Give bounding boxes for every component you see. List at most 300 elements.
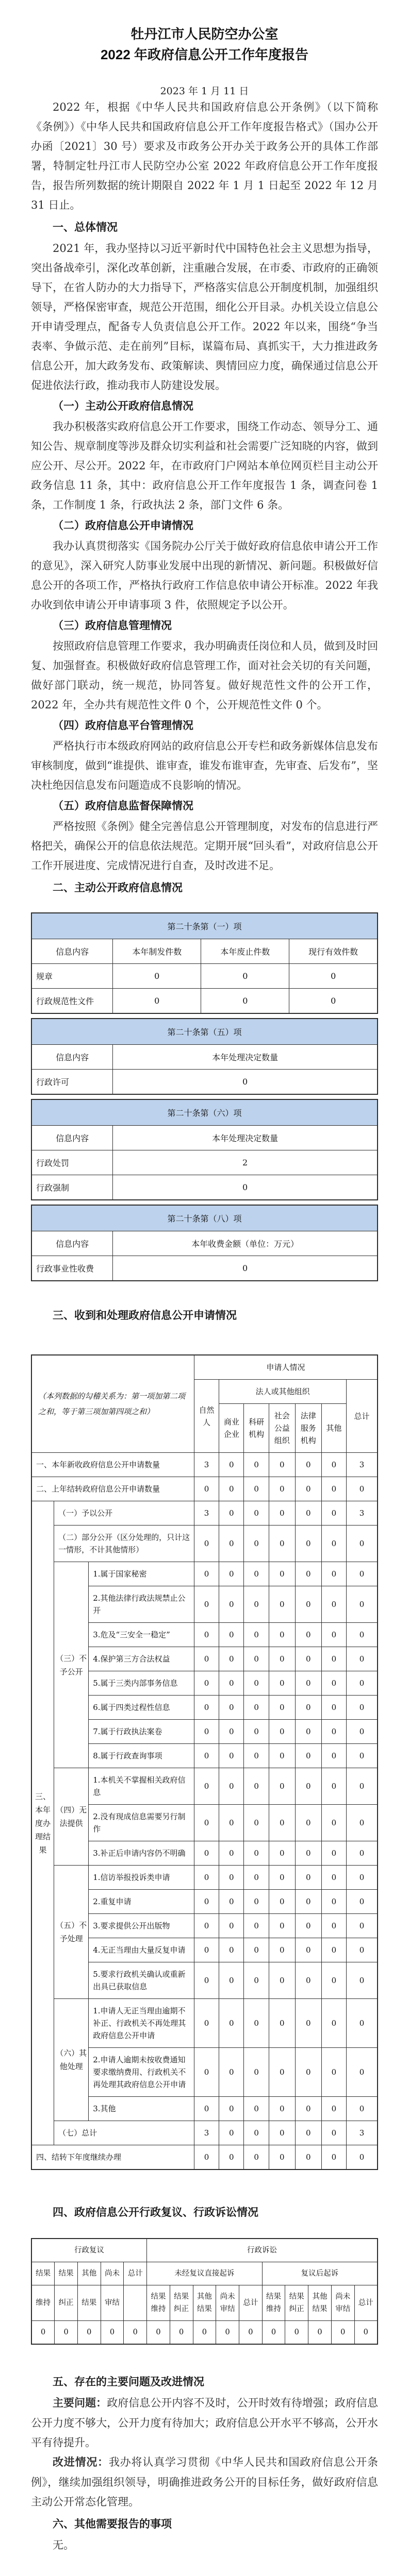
table-cell: 0 [347,1914,378,1938]
table-cell: 0 [219,1526,244,1562]
table-cell: 0 [244,1623,269,1647]
table-cell: 0 [201,964,289,989]
table-cell: 第二十条第（一）项 [31,913,378,939]
section-5-heading: 五、存在的主要问题及改进情况 [53,2376,204,2388]
table-cell: 社会公益组织 [269,1404,295,1453]
table-cell: 0 [295,1890,321,1914]
table-cell: 0 [347,1841,378,1866]
table-cell: 0 [269,1768,295,1805]
table-cell: （六）其他处理 [54,1999,89,2121]
table-cell: 0 [113,1175,378,1200]
table-cell: 其他 [77,2262,101,2285]
table-cell: 商业企业 [219,1404,244,1453]
table-cell: 0 [219,1477,244,1501]
table-cell: 3 [347,1501,378,1526]
table-cell: 0 [244,1562,269,1586]
table-row [31,1526,378,1562]
table-row [31,1205,378,1231]
table-cell: 0 [244,1890,269,1914]
table-row [31,2239,378,2262]
subsection-1-2-heading: （二）政府信息公开申请情况 [53,519,193,532]
table-cell: 0 [331,2321,354,2345]
table-cell: 0 [321,1999,346,2048]
table-cell: 0 [321,1841,346,1866]
table-cell: 结果纠正 [170,2285,193,2321]
table-cell: 0 [321,1453,346,1477]
table-cell: 0 [194,1720,219,1744]
table-cell: （本列数据的勾稽关系为：第一项加第二项之和，等于第三项加第四项之和） [31,1355,194,1453]
table-cell: 本年制发件数 [113,939,201,964]
table-cell: 0 [295,2097,321,2121]
table-cell: 0 [295,1866,321,1890]
table-requests-handling [31,1354,378,2170]
table-row [31,1231,378,1256]
table-cell: 0 [194,1586,219,1623]
table-cell: 0 [285,2321,308,2345]
table-cell: 2.没有现成信息需要另行制作 [89,1805,194,1841]
table-cell: 0 [321,1477,346,1501]
table-cell: 复议后起诉 [262,2262,378,2285]
table-cell: 0 [321,1768,346,1805]
table-cell: 0 [269,2097,295,2121]
table-cell: 结果维持 [262,2285,285,2321]
table-cell: 0 [295,2121,321,2145]
table-row [31,1099,378,1126]
table-cell: 0 [194,1890,219,1914]
document-title-line2: 2022 年政府信息公开工作年度报告 [100,47,309,62]
table-cell: 0 [269,2121,295,2145]
table-cell: 二、上年结转政府信息公开申请数量 [31,1477,194,1501]
table-cell: 0 [113,1256,378,1281]
table-cell: 0 [269,1526,295,1562]
table-cell: 0 [194,1914,219,1938]
table-article20-item6 [31,1099,378,1200]
table-cell: 总计 [239,2285,262,2321]
proactive-disclosure-tables [31,912,378,1281]
table-cell: 2 [113,1150,378,1175]
table-cell: 总计 [347,1380,378,1453]
table-cell: 0 [321,1720,346,1744]
table-cell: 0 [321,1586,346,1623]
table-cell: 0 [219,1962,244,1999]
table-cell: 0 [321,1671,346,1696]
table-cell: 0 [194,1938,219,1962]
table-cell: 0 [269,1841,295,1866]
table-cell: 1.申请人无正当理由逾期不补正、行政机关不再处理其政府信息公开申请 [89,1999,194,2048]
table-cell: 0 [219,1768,244,1805]
table-cell: 纠正 [55,2285,78,2321]
table-cell: 0 [295,1744,321,1768]
table-cell: 0 [295,1586,321,1623]
main-issues-label: 主要问题： [53,2397,107,2409]
table-cell: 0 [219,1805,244,1841]
table-cell: 0 [219,1623,244,1647]
table-cell: 0 [113,964,201,989]
table-cell: 0 [219,1890,244,1914]
table-cell: 0 [244,1938,269,1962]
table-cell: 结果维持 [147,2285,170,2321]
table-cell: 0 [262,2321,285,2345]
document-title-line1: 牡丹江市人民防空办公室 [130,26,279,42]
table-cell: 0 [219,1744,244,1768]
table-row [31,964,378,989]
table-cell: 四、结转下年度继续办理 [31,2145,194,2170]
table-cell: （三）不予公开 [54,1562,89,1768]
section-5-improvements [31,2452,378,2512]
table-cell: 0 [194,1805,219,1841]
table-cell: 信息内容 [31,1231,113,1256]
table-cell: 0 [269,1744,295,1768]
table-cell: 0 [194,2145,219,2170]
table-row [31,913,378,939]
table-gap [31,1095,378,1099]
table-cell: 0 [219,1453,244,1477]
table-cell: 0 [194,1768,219,1805]
table-cell: 信息内容 [31,1126,113,1150]
table-cell: 0 [321,1890,346,1914]
table-cell: 0 [244,1720,269,1744]
table-cell: 0 [269,1501,295,1526]
table-cell: 行政复议 [31,2239,147,2262]
table-cell: 尚未 [101,2262,124,2285]
section-4-heading: 四、政府信息公开行政复议、行政诉讼情况 [53,2207,258,2218]
table-cell: 0 [113,989,201,1014]
table-cell: 0 [244,1696,269,1720]
table-cell: 0 [244,1744,269,1768]
table-gap [31,1200,378,1205]
table-cell: 0 [219,2048,244,2097]
table-cell: 0 [194,1647,219,1671]
table-cell: 0 [295,1526,321,1562]
table-cell: 0 [289,989,378,1014]
table-cell: 0 [219,1841,244,1866]
table-cell: 行政事业性收费 [31,1256,113,1281]
table-cell: 1.属于国家秘密 [89,1562,194,1586]
table-cell: 0 [55,2321,78,2345]
table-row [31,1453,378,1477]
table-cell: 3.要求提供公开出版物 [89,1914,194,1938]
table-cell: 0 [193,2321,216,2345]
table-cell: 0 [219,1562,244,1586]
table-row [31,1768,378,1805]
table-cell: 0 [244,1647,269,1671]
table-cell: 0 [269,1562,295,1586]
table-cell: 信息内容 [31,939,113,964]
table-cell: 0 [321,1938,346,1962]
table-cell: 0 [308,2321,332,2345]
table-cell: 0 [219,1720,244,1744]
table-cell: 0 [321,1805,346,1841]
table-cell: 0 [347,1938,378,1962]
table-cell: 0 [347,1768,378,1805]
table-cell: 0 [269,1623,295,1647]
table-cell: （七）总计 [54,2121,194,2145]
table-cell: （四）无法提供 [54,1768,89,1866]
table-cell: 0 [124,2321,147,2345]
table-cell: 结果纠正 [285,2285,308,2321]
table-cell: 0 [347,1866,378,1890]
table-cell: 信息内容 [31,1045,113,1070]
table-row [31,1175,378,1200]
table-cell: 0 [170,2321,193,2345]
table-cell: 0 [219,1647,244,1671]
table-cell: 0 [244,1586,269,1623]
table-cell: 结果 [55,2262,78,2285]
table-cell: 0 [194,2048,219,2097]
table-cell: 0 [194,1526,219,1562]
table-cell: 法律服务机构 [295,1404,321,1453]
table-row [31,1256,378,1281]
table-cell: 0 [269,1805,295,1841]
table-cell: 2.重复申请 [89,1890,194,1914]
document-date: 2023 年 1 月 11 日 [160,86,249,97]
table-cell: 0 [101,2321,124,2345]
table-cell: 0 [244,1914,269,1938]
main-issues-text: 政府信息公开内容不及时，公开时效有待增强；政府信息公开力度不够大，公开力度有待加大；政府信息公开水平不够高，公开水平有待提升。 [31,2397,379,2449]
table-cell: 科研机构 [244,1404,269,1453]
table-cell: 其他结果 [193,2285,216,2321]
table-cell: 尚未审结 [331,2285,354,2321]
subsection-1-4-heading: （四）政府信息平台管理情况 [53,719,193,732]
table-cell [124,2285,147,2321]
table-cell: 4.保护第三方合法权益 [89,1647,194,1671]
table-cell: 0 [347,1647,378,1671]
table-cell: 0 [269,2145,295,2170]
table-row [31,989,378,1014]
table-cell: 0 [295,1914,321,1938]
table-cell: 0 [194,1477,219,1501]
table-cell: 0 [347,1671,378,1696]
table-cell: 0 [295,1841,321,1866]
table-cell: 0 [295,1696,321,1720]
table-cell: 第二十条第（六）项 [31,1099,378,1126]
table-cell: 0 [219,1501,244,1526]
table-cell: 结果 [77,2285,101,2321]
table-cell: 0 [295,1501,321,1526]
table-row [31,1562,378,1586]
table-cell: 0 [244,2145,269,2170]
table-cell: 0 [244,1805,269,1841]
table-cell: 0 [347,1962,378,1999]
table-cell: 0 [219,1938,244,1962]
table-cell: 0 [295,1999,321,2048]
table-cell: 0 [269,1938,295,1962]
table-row [31,1866,378,1890]
table-cell: 0 [219,1914,244,1938]
table-cell: 2.申请人逾期未按收费通知要求缴纳费用、行政机关不再处理其政府信息公开申请 [89,2048,194,2097]
table-cell: 0 [244,1501,269,1526]
table-cell: 0 [295,1720,321,1744]
table-row [31,2262,378,2285]
table-cell: 0 [321,1866,346,1890]
table-cell: 0 [194,1866,219,1890]
table-cell: 0 [31,2321,55,2345]
table-cell: 0 [269,1866,295,1890]
table-cell: 其他结果 [308,2285,332,2321]
table-cell: 本年处理决定数量 [113,1045,378,1070]
table-cell: 0 [321,1526,346,1562]
table-cell: （五）不予处理 [54,1866,89,1999]
table-cell: 0 [321,1501,346,1526]
table-cell: 3.其他 [89,2097,194,2121]
table-cell: 行政处罚 [31,1150,113,1175]
table-row [31,1045,378,1070]
subsection-1-1-heading: （一）主动公开政府信息情况 [53,399,193,412]
table-cell: 0 [269,1962,295,1999]
table-cell: （二）部分公开（区分处理的，只计这一情形，不计其他情形） [54,1526,194,1562]
table-cell: 3 [347,1453,378,1477]
table-row [31,1126,378,1150]
table-cell: 行政许可 [31,1070,113,1095]
table-row [31,2321,378,2345]
table-cell: 本年处理决定数量 [113,1126,378,1150]
table-cell: 0 [321,1562,346,1586]
table-gap [31,1014,378,1018]
table-cell: 一、本年新收政府信息公开申请数量 [31,1453,194,1477]
table-cell: 维持 [31,2285,55,2321]
table-cell: 0 [219,1696,244,1720]
table-row [31,2145,378,2170]
table-cell: 0 [295,1671,321,1696]
table-cell: 0 [219,1671,244,1696]
table-cell: 0 [219,1586,244,1623]
table-row [31,939,378,964]
table-cell: 0 [269,1999,295,2048]
table-cell: 0 [194,2097,219,2121]
table-cell: 0 [321,1962,346,1999]
table-cell: 1.本机关不掌握相关政府信息 [89,1768,194,1805]
table-cell: 3 [194,1501,219,1526]
table-cell: 0 [269,1696,295,1720]
table-cell: 0 [244,1526,269,1562]
table-cell: 0 [244,1768,269,1805]
table-cell: 0 [347,2048,378,2097]
table-cell: 0 [269,1720,295,1744]
table-row [31,2285,378,2321]
table-row [31,1150,378,1175]
table-cell: 0 [194,1671,219,1696]
table-cell: 0 [295,2145,321,2170]
table-cell: 2.其他法律行政法规禁止公开 [89,1586,194,1623]
intro-paragraph: 2022 年，根据《中华人民共和国政府信息公开条例》（以下简称《条例》）《中华人民共和国政府信息公开工作年度报告格式》（国办公开办函〔2021〕30 号）要求及市政务公开办关于政务公开的具体工作部署，特制定牡丹江市人民防空办公室 2022 年政府信息公开工作年度报告，报告所列数据的统计期限自 2022 年 1 月 1 日起至 2022 年 12 月 31 日止。 [31,101,378,211]
table-cell: 现行有效件数 [289,939,378,964]
table-cell: 0 [147,2321,170,2345]
table-cell: 0 [194,1623,219,1647]
table-row [31,1070,378,1095]
table-cell: 0 [244,1962,269,1999]
table-cell: 5.属于三类内部事务信息 [89,1671,194,1696]
table-cell: 0 [295,1647,321,1671]
table-cell: 0 [269,1890,295,1914]
table-row [31,1477,378,1501]
table-cell: 0 [321,1696,346,1720]
table-row [31,1019,378,1045]
subsection-1-5-heading: （五）政府信息监督保障情况 [53,799,193,812]
table-cell: 总计 [124,2262,147,2285]
table-cell: 0 [321,2048,346,2097]
table-cell: 0 [321,1744,346,1768]
table-cell: 0 [201,989,289,1014]
table-cell: 0 [347,1623,378,1647]
table-article20-item8 [31,1205,378,1281]
table-cell: 第二十条第（八）项 [31,1205,378,1231]
table-cell: 0 [347,1744,378,1768]
table-cell: 0 [269,1914,295,1938]
subsection-1-4-paragraph: 严格执行市本级政府网站的政府信息公开专栏和政务新媒体信息发布审核制度，做到“谁提供、谁审查，谁发布谁审查，先审查、后发布”，坚决杜绝因信息发布问题造成不良影响的情况。 [31,740,378,791]
table-cell: 0 [269,2048,295,2097]
table-cell: 3 [347,2121,378,2145]
table-cell: 0 [321,2145,346,2170]
table-cell: 0 [269,1477,295,1501]
table-cell: 3 [194,2121,219,2145]
table-cell: 0 [347,1696,378,1720]
table-cell: 0 [269,1453,295,1477]
table-cell: 0 [219,1999,244,2048]
subsection-1-3-paragraph: 按照政府信息管理工作要求，我办明确责任岗位和人员，做到及时回复、加强督查。积极做好政府信息管理工作，面对社会关切的有关问题，做好部门联动，统一规范，协同答复。做好规范性文件的公开工作，2022 年，全办共有规范性文件 0 个，公开规范性文件 0 个。 [31,640,378,711]
section-5-main-issues [31,2393,378,2452]
table-cell: 0 [295,1938,321,1962]
table-cell: 1.信访举报投诉类申请 [89,1866,194,1890]
subsection-1-1-paragraph: 我办积极落实政府信息公开工作要求，围绕工作动态、领导分工、通知公告、规章制度等涉及群众切实利益和社会需要广泛知晓的内容，做到应公开、尽公开。2022 年，在市政府门户网站本单位网页栏目主动公开政务信息 11 条，其中：政府信息公开工作年度报告 1 条，调查问卷 1 条，工作制度 1 条，行政执法 2 条，部门文件 6 条。 [31,420,378,511]
table-cell: 0 [244,2048,269,2097]
table-cell: 0 [347,1562,378,1586]
table-cell: 8.属于行政查询事项 [89,1744,194,1768]
table-cell: 0 [295,1477,321,1501]
table-cell: 0 [219,2121,244,2145]
table-cell: 7.属于行政执法案卷 [89,1720,194,1744]
table-cell: 0 [321,1914,346,1938]
table-cell: 3 [194,1453,219,1477]
section-1-paragraph: 2021 年，我办坚持以习近平新时代中国特色社会主义思想为指导，突出备战牵引，深化改革创新，注重融合发展，在市委、市政府的正确领导下，在省人防办的大力指导下，严格落实信息公开制度机制，加强组织领导，严格保密审查，规范公开范围，细化公开目录。办机关设立信息公开申请受理点，配备专人负责信息公开工作。2022 年以来，围绕“争当表率、争做示范、走在前列”目标，谋篇布局、真抓实干，大力推进政务信息公开，加大政务发布、政策解读、舆情回应力度，确保通过信息公开促进依法行政，推动我市人防建设发展。 [31,242,378,392]
table-cell: 0 [77,2321,101,2345]
table-cell: 本年废止件数 [201,939,289,964]
section-1-heading: 一、总体情况 [53,222,118,233]
table-row [31,1501,378,1526]
section-6-heading: 六、其他需要报告的事项 [53,2518,172,2530]
table-cell: 0 [295,1562,321,1586]
table-cell: 0 [321,2121,346,2145]
table-row [31,1355,378,1380]
table-cell: 0 [347,2097,378,2121]
table-cell: 0 [295,1805,321,1841]
table-cell: 0 [219,2145,244,2170]
table-cell: 行政规范性文件 [31,989,113,1014]
section-6-paragraph: 无。 [53,2539,74,2551]
table-cell: 0 [194,1841,219,1866]
table-cell: 0 [347,1526,378,1562]
table-cell: 0 [269,1647,295,1671]
table-cell: 0 [269,1586,295,1623]
table-cell: 0 [321,2097,346,2121]
table-cell: 0 [295,1962,321,1999]
table-cell: 0 [244,1671,269,1696]
table-cell: 0 [194,1999,219,2048]
table-cell: 规章 [31,964,113,989]
table-cell: 0 [347,1890,378,1914]
table-cell: 0 [347,1720,378,1744]
table-cell: 总计 [354,2285,378,2321]
table-cell: 法人或其他组织 [219,1380,347,1404]
table-cell: 审结 [101,2285,124,2321]
table-cell: 0 [194,1696,219,1720]
table-cell: 结果 [31,2262,55,2285]
table-cell: 0 [219,2097,244,2121]
table-row [31,2121,378,2145]
table-cell: 0 [194,1744,219,1768]
table-cell: 其他 [321,1404,346,1453]
subsection-1-3-heading: （三）政府信息管理情况 [53,619,172,632]
table-cell: 0 [347,2145,378,2170]
